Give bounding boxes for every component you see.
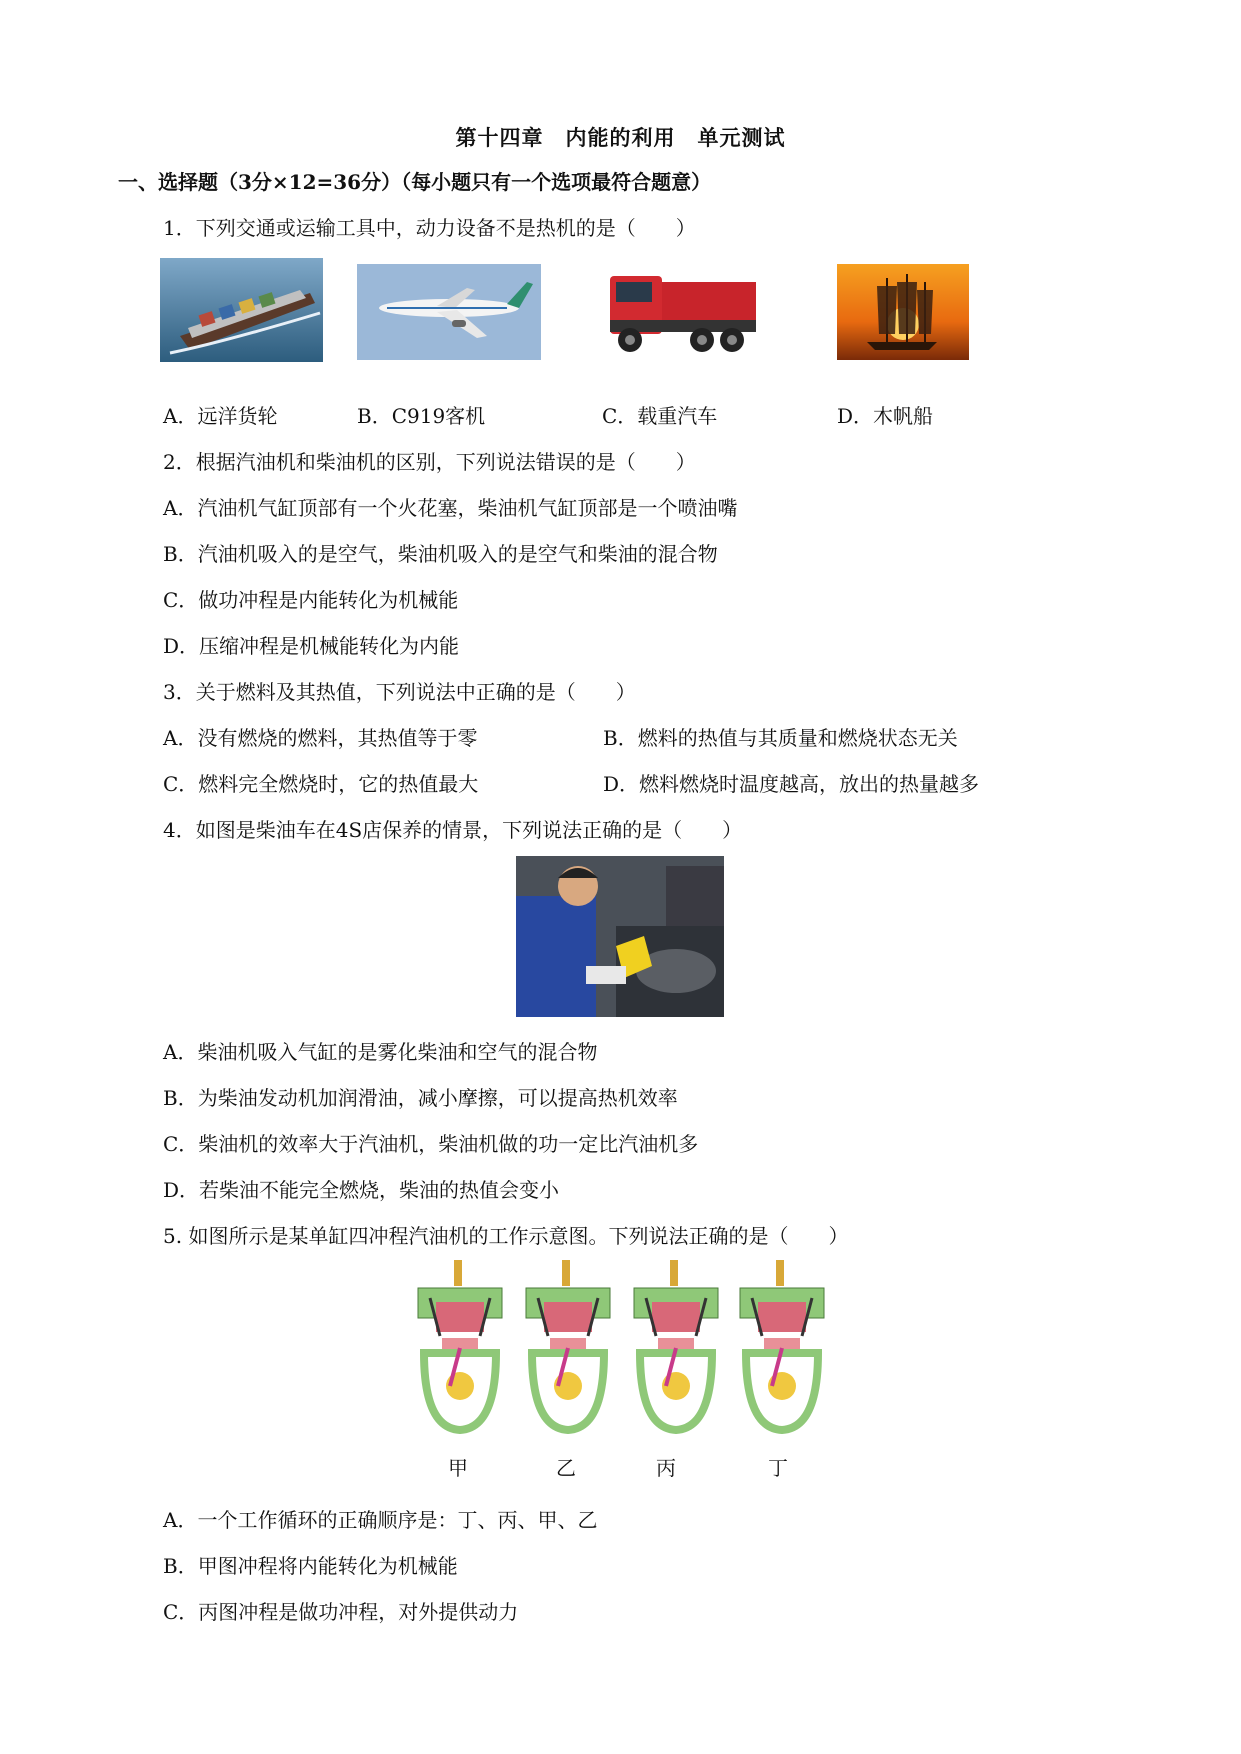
q2-option-b: B．汽油机吸入的是空气，柴油机吸入的是空气和柴油的混合物 (163, 542, 718, 566)
engine-yi (526, 1260, 610, 1430)
engine-jia (418, 1260, 502, 1430)
engine-bing (634, 1260, 718, 1430)
q4-stem: 4．如图是柴油车在4S店保养的情景，下列说法正确的是（ ） (163, 818, 743, 842)
q1-option-b: B．C919客机 (357, 404, 486, 428)
q3-option-d: D．燃料燃烧时温度越高，放出的热量越多 (603, 772, 980, 796)
engine-label-jia: 甲 (448, 1456, 468, 1480)
section-heading: 一、选择题（3分×12=36分）（每小题只有一个选项最符合题意） (118, 170, 712, 194)
q2-stem: 2．根据汽油机和柴油机的区别，下列说法错误的是（ ） (163, 450, 696, 474)
q5-stem: 5. 如图所示是某单缸四冲程汽油机的工作示意图。下列说法正确的是（ ） (163, 1224, 849, 1248)
engine-label-bing: 丙 (656, 1456, 676, 1480)
q4-option-d: D．若柴油不能完全燃烧，柴油的热值会变小 (163, 1178, 560, 1202)
mechanic-image (516, 856, 724, 1017)
q1-option-c: C．载重汽车 (602, 404, 718, 428)
engine-label-ding: 丁 (768, 1456, 788, 1480)
q3-option-a: A．没有燃烧的燃料，其热值等于零 (163, 726, 478, 750)
q4-option-a: A．柴油机吸入气缸的是雾化柴油和空气的混合物 (163, 1040, 598, 1064)
q1-option-d: D．木帆船 (837, 404, 934, 428)
q3-option-b: B．燃料的热值与其质量和燃烧状态无关 (603, 726, 958, 750)
q2-option-a: A．汽油机气缸顶部有一个火花塞，柴油机气缸顶部是一个喷油嘴 (163, 496, 738, 520)
q3-stem: 3．关于燃料及其热值，下列说法中正确的是（ ） (163, 680, 636, 704)
q4-option-b: B．为柴油发动机加润滑油，减小摩擦，可以提高热机效率 (163, 1086, 678, 1110)
dump-truck-image (602, 260, 762, 363)
q2-option-d: D．压缩冲程是机械能转化为内能 (163, 634, 460, 658)
cargo-ship-image (160, 258, 323, 362)
q4-option-c: C．柴油机的效率大于汽油机，柴油机做的功一定比汽油机多 (163, 1132, 699, 1156)
q1-stem: 1．下列交通或运输工具中，动力设备不是热机的是（ ） (163, 216, 696, 240)
airplane-image (357, 264, 541, 360)
sailing-ship-image (837, 264, 969, 360)
q3-option-c: C．燃料完全燃烧时，它的热值最大 (163, 772, 479, 796)
q5-option-c: C．丙图冲程是做功冲程，对外提供动力 (163, 1600, 519, 1624)
q5-option-a: A．一个工作循环的正确顺序是：丁、丙、甲、乙 (163, 1508, 598, 1532)
page-title: 第十四章 内能的利用 单元测试 (455, 125, 786, 150)
q1-option-a: A．远洋货轮 (163, 404, 278, 428)
engine-diagram (410, 1258, 836, 1448)
engine-ding (740, 1260, 824, 1430)
q5-option-b: B．甲图冲程将内能转化为机械能 (163, 1554, 458, 1578)
q2-option-c: C．做功冲程是内能转化为机械能 (163, 588, 459, 612)
engine-label-yi: 乙 (556, 1456, 576, 1480)
